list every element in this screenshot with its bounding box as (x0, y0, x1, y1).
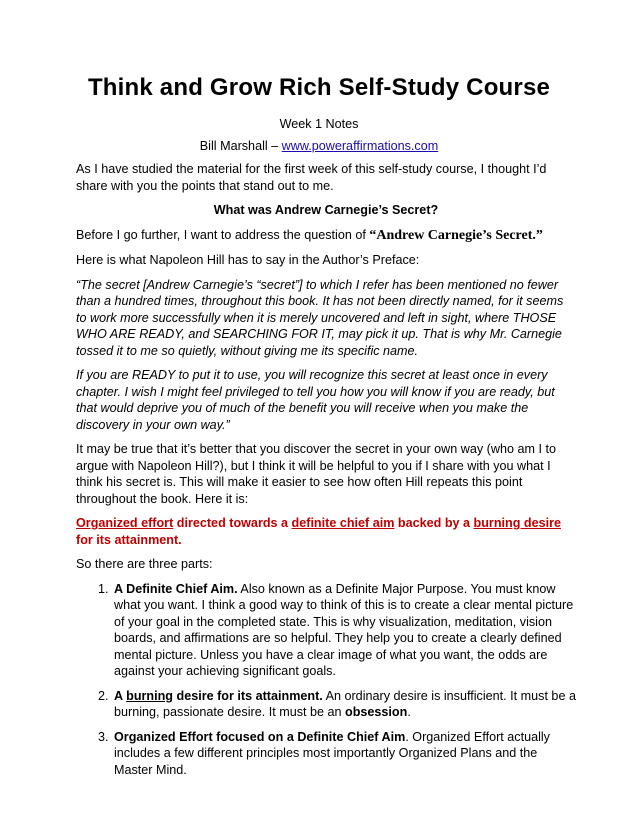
before-text: Before I go further, I want to address the question of (76, 227, 370, 242)
author-name: Bill Marshall – (199, 139, 282, 153)
secret-part-burning-desire: burning desire (473, 516, 561, 530)
secret-part-definite-chief-aim: definite chief aim (291, 516, 395, 530)
list-item-2-text: An ordinary desire is insufficient. It must be a burning, passionate desire. It must be an (114, 688, 576, 719)
three-parts-paragraph: So there are three parts: (76, 557, 213, 571)
quote-paragraph-2: If you are READY to put it to use, you will recognize this secret at least once in every chapter. I wish I might feel privileged to tell you how you will know if you are ready, but that would deprive you of much of the benefit you will receive when you make the discovery in your own way.” (76, 368, 555, 432)
carnegie-secret-emphasis: “Andrew Carnegie’s Secret.” (369, 227, 543, 243)
list-item-2-heading-burning: burning (126, 688, 174, 703)
true-paragraph: It may be true that it’s better that you discover the secret in your own way (who am I to argue with Napoleon Hill?), but I think it will be helpful to you if I share with you what I think his secret is. This will make it easier to see how often Hill repeats this point throughout the book. Here it is: (76, 442, 556, 506)
list-item-1-heading: A Definite Chief Aim. (114, 581, 238, 596)
list-item-1-text: Also known as a Definite Major Purpose. You must know what you want. I think a good way to think of this is to create a clear mental picture of your goal in the completed state. This is why visualization, meditation, vision boards, and affirmations are so helpful. They help you to create a clearly defined mental picture. Unless you have a clear image of what you want, the odds are against your achieving significant goals. (114, 581, 574, 678)
list-item (112, 729, 576, 779)
list-item-3-heading: Organized Effort focused on a Definite Chief Aim (114, 729, 406, 744)
subtitle: Week 1 Notes (279, 117, 359, 131)
here-is-paragraph: Here is what Napoleon Hill has to say in the Author’s Preface: (76, 253, 420, 267)
secret-text-3: for its attainment. (76, 532, 182, 547)
list-item-2-heading-b: desire for its attainment. (173, 688, 323, 703)
secret-text-1: directed towards a (173, 516, 292, 530)
before-paragraph (76, 227, 576, 245)
three-parts-list (76, 581, 576, 779)
secret-part-organized-effort: Organized effort (76, 516, 174, 530)
list-item-2-heading-a: A (114, 688, 127, 703)
list-item (112, 688, 576, 721)
list-item-2-obsession: obsession (345, 705, 408, 719)
list-item-3-text: . Organized Effort actually includes a few different principles most importantly Organized Plans and the Master Mind. (114, 729, 550, 777)
intro-paragraph: As I have studied the material for the first week of this self-study course, I thought I’d share with you the points that stand out to me. (76, 162, 547, 193)
secret-text-2: backed by a (394, 516, 474, 530)
section-heading: What was Andrew Carnegie’s Secret? (213, 203, 439, 217)
list-item-2-end: . (407, 705, 411, 719)
document-body (76, 161, 576, 786)
quote-paragraph-1: “The secret [Andrew Carnegie’s “secret”] to which I refer has been mentioned no fewer than a hundred times, throughout this book. It has not been directly named, for it seems to work more successfully when it is merely uncovered and left in sight, where THOSE WHO ARE READY, and SEARCHING FOR IT, may pick it up. That is why Mr. Carnegie tossed it to me so quietly, without giving me its specific name. (76, 277, 564, 358)
secret-statement (76, 515, 576, 548)
author-line (0, 139, 638, 153)
document-title: Think and Grow Rich Self-Study Course (87, 74, 551, 101)
website-link[interactable]: www.poweraffirmations.com (281, 139, 439, 153)
list-item (112, 581, 576, 680)
